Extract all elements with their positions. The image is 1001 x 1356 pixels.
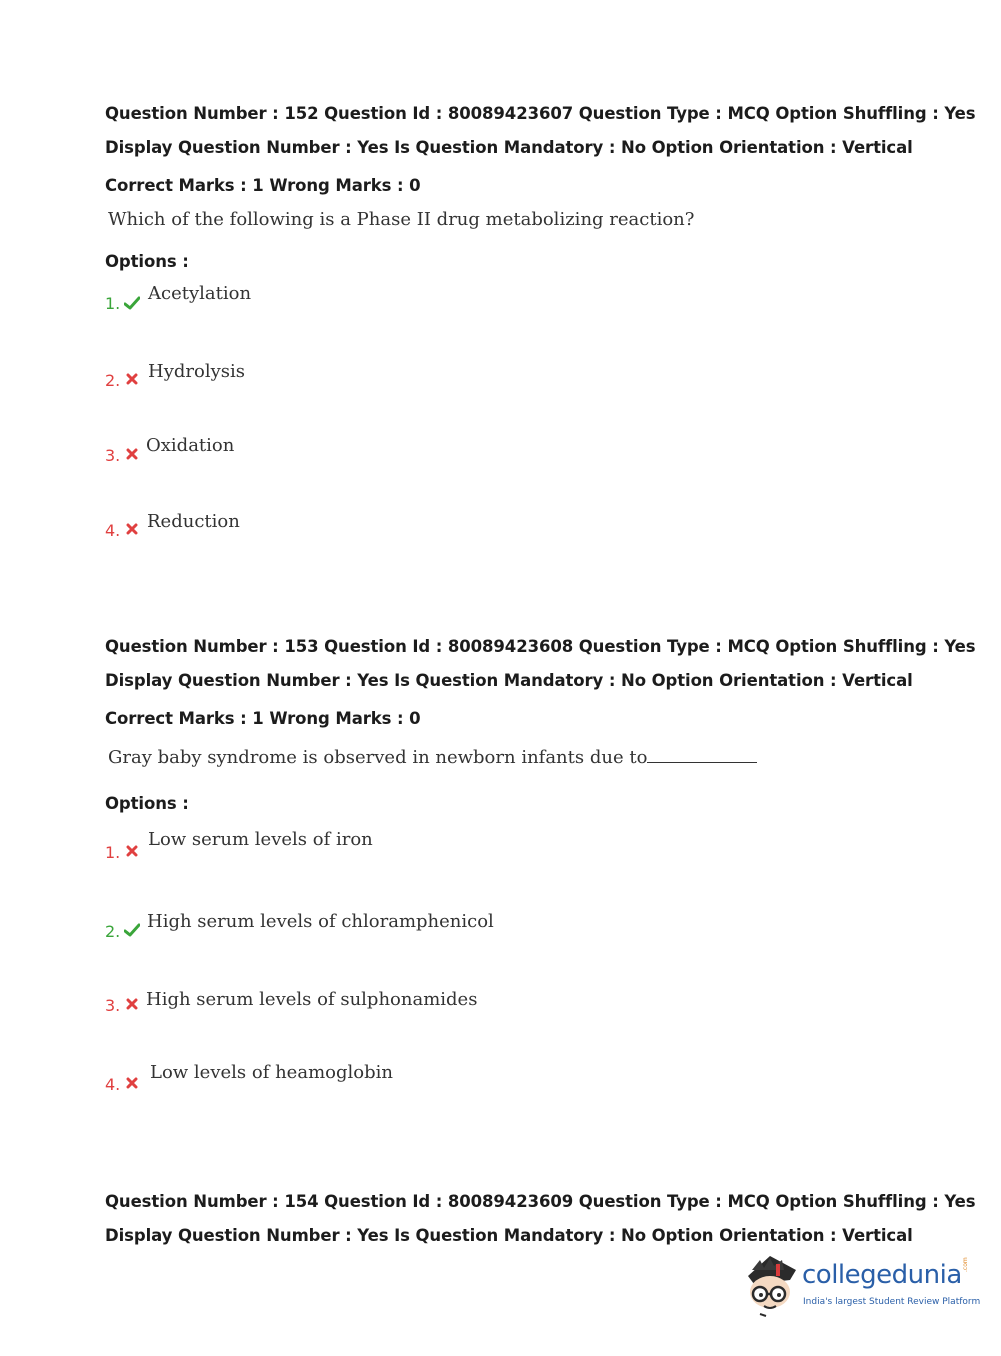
option-text: Oxidation <box>146 435 235 456</box>
collegedunia-logo <box>740 1250 980 1320</box>
option-number: 2. <box>105 922 121 941</box>
check-icon <box>124 296 140 310</box>
cross-icon <box>124 997 140 1011</box>
question-153-text: Gray baby syndrome is observed in newborn infants due to <box>108 747 648 768</box>
option-number: 4. <box>105 1075 121 1094</box>
cross-icon <box>124 522 140 536</box>
option-text: Reduction <box>147 511 240 532</box>
option-number: 3. <box>105 996 121 1015</box>
option-text: Hydrolysis <box>148 361 245 382</box>
mascot-icon <box>740 1250 802 1320</box>
question-153-options-label: Options : <box>105 794 189 813</box>
question-153-meta-line1: Question Number : 153 Question Id : 80089423608 Question Type : MCQ Option Shuffling : Yes <box>105 637 976 656</box>
question-154-meta-line1: Question Number : 154 Question Id : 80089423609 Question Type : MCQ Option Shuffling : Yes <box>105 1192 976 1211</box>
option-text: Low serum levels of iron <box>148 829 373 850</box>
question-152-meta-line2: Display Question Number : Yes Is Question Mandatory : No Option Orientation : Vertical <box>105 138 913 157</box>
question-154-meta-line2: Display Question Number : Yes Is Question Mandatory : No Option Orientation : Vertical <box>105 1226 913 1245</box>
option-text: High serum levels of chloramphenicol <box>147 911 494 932</box>
option-text: Acetylation <box>148 283 252 304</box>
answer-blank <box>647 748 757 763</box>
option-number: 1. <box>105 843 121 862</box>
question-152-text: Which of the following is a Phase II drug metabolizing reaction? <box>108 209 695 230</box>
check-icon <box>124 923 140 937</box>
question-153-text-line <box>108 747 757 768</box>
logo-wordmark: collegedunia <box>802 1260 962 1290</box>
question-152-options-label: Options : <box>105 252 189 271</box>
option-text: Low levels of heamoglobin <box>150 1062 393 1083</box>
cross-icon <box>124 1076 140 1090</box>
option-number: 3. <box>105 446 121 465</box>
cross-icon <box>124 372 140 386</box>
cross-icon <box>124 447 140 461</box>
question-153-meta-line2: Display Question Number : Yes Is Question Mandatory : No Option Orientation : Vertical <box>105 671 913 690</box>
cross-icon <box>124 844 140 858</box>
question-153-marks: Correct Marks : 1 Wrong Marks : 0 <box>105 709 421 728</box>
question-152-meta-line1: Question Number : 152 Question Id : 80089423607 Question Type : MCQ Option Shuffling : Yes <box>105 104 976 123</box>
option-text: High serum levels of sulphonamides <box>146 989 478 1010</box>
option-number: 2. <box>105 371 121 390</box>
question-152-marks: Correct Marks : 1 Wrong Marks : 0 <box>105 176 421 195</box>
option-number: 1. <box>105 294 121 313</box>
option-number: 4. <box>105 521 121 540</box>
logo-domain-suffix: .com <box>962 1257 969 1272</box>
logo-tagline: India's largest Student Review Platform <box>803 1297 981 1307</box>
